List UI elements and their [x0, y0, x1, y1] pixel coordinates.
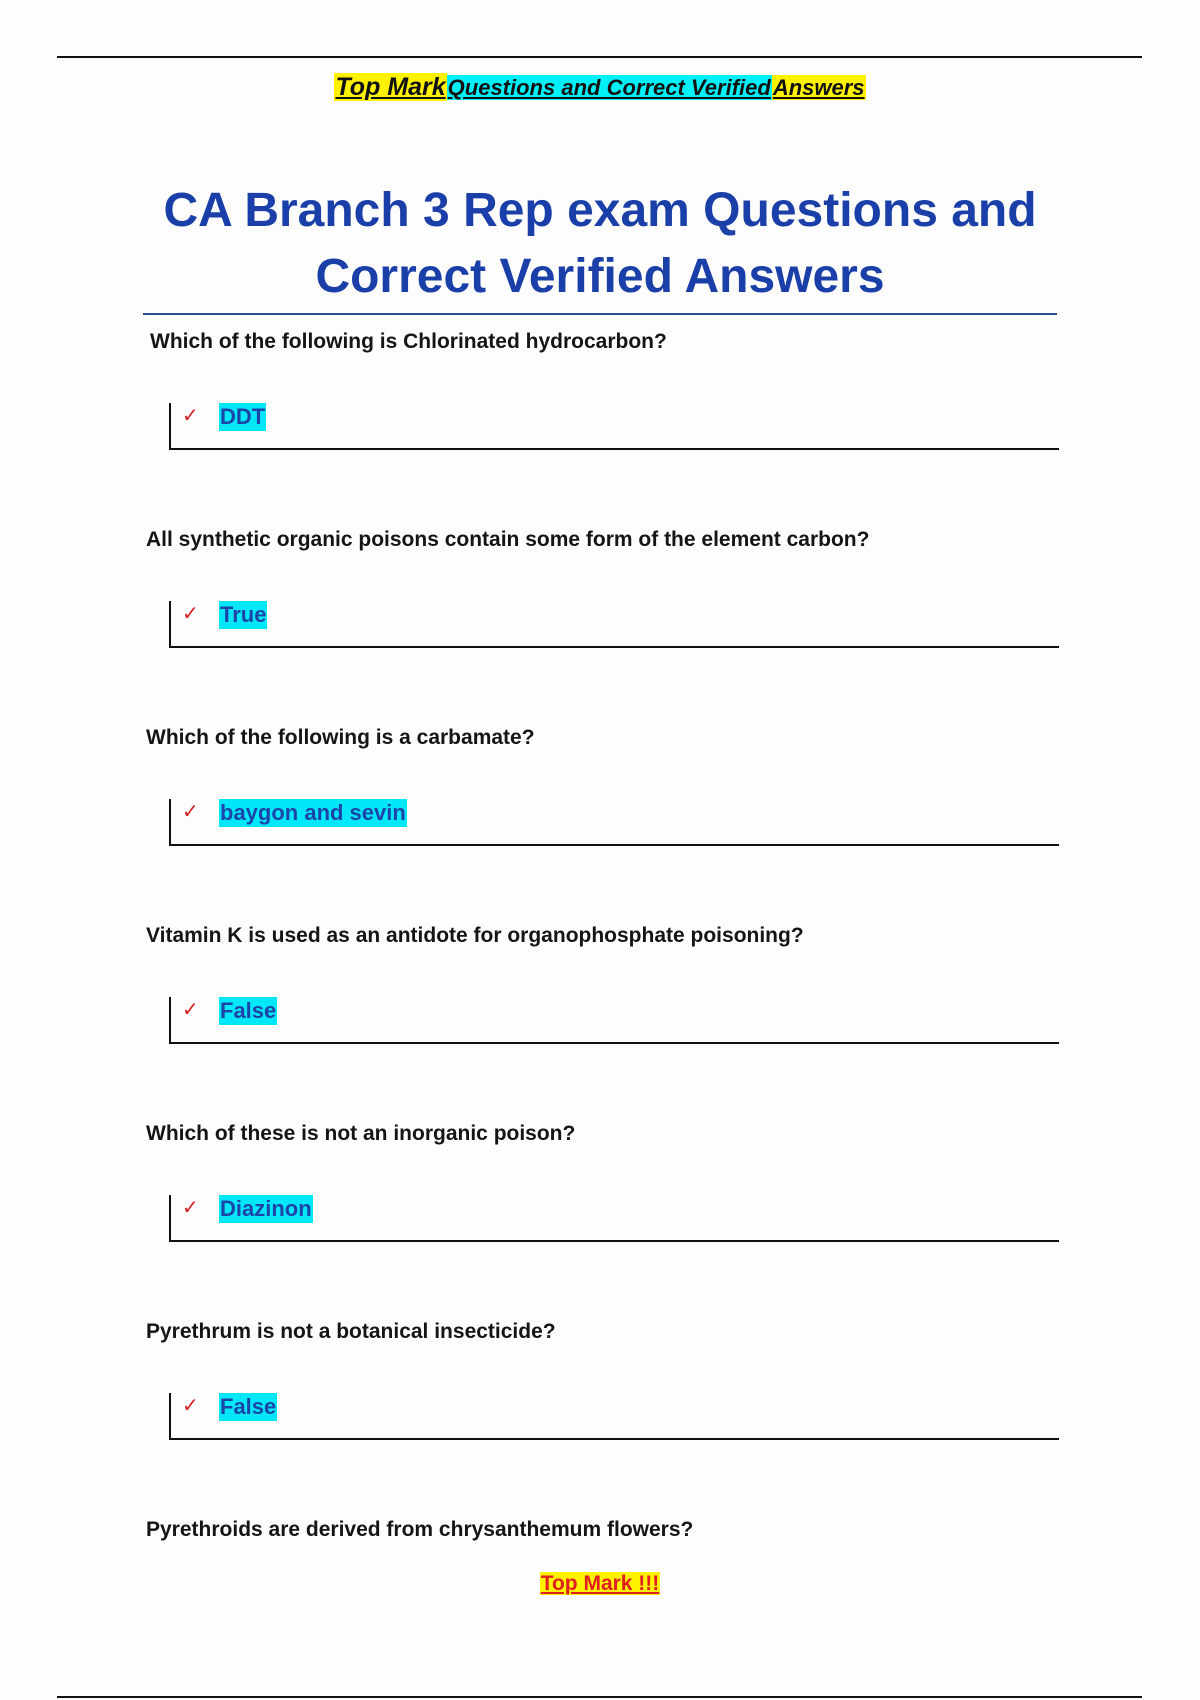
answer-text: DDT	[220, 404, 266, 429]
answer-text: Diazinon	[220, 1196, 312, 1221]
top-divider	[57, 56, 1142, 58]
answer-box	[169, 601, 1059, 648]
footer-top-mark	[0, 1570, 1200, 1598]
check-mark-icon: ✓	[182, 1395, 199, 1417]
check-mark-icon: ✓	[182, 1197, 199, 1219]
header-top-mark: Top Mark	[335, 73, 446, 101]
check-mark-icon: ✓	[182, 603, 199, 625]
question-text: Pyrethrum is not a botanical insecticide?	[146, 1320, 556, 1343]
qa-item	[0, 724, 1200, 922]
qa-item	[0, 526, 1200, 724]
qa-item	[0, 922, 1200, 1120]
header-questions-text: Questions and Correct Verified	[447, 75, 771, 100]
question-text: Which of the following is a carbamate?	[146, 726, 535, 749]
answer-text: False	[220, 998, 277, 1023]
check-mark-icon: ✓	[182, 999, 199, 1021]
check-mark-icon: ✓	[182, 801, 199, 823]
check-mark-icon: ✓	[182, 405, 199, 427]
bottom-divider	[57, 1696, 1142, 1698]
question-text: Which of these is not an inorganic poison?	[146, 1122, 576, 1145]
question-text: Pyrethroids are derived from chrysanthemum flowers?	[146, 1518, 694, 1541]
answer-box	[169, 799, 1059, 846]
footer-top-mark-text: Top Mark !!!	[540, 1572, 660, 1595]
qa-item	[0, 1318, 1200, 1516]
answer-text: False	[220, 1394, 277, 1419]
header-answers-text: Answers	[772, 75, 865, 100]
answer-box	[169, 1195, 1059, 1242]
document-title	[100, 178, 1100, 310]
answer-box	[169, 1393, 1059, 1440]
qa-item	[0, 1120, 1200, 1318]
question-text: Which of the following is Chlorinated hydrocarbon?	[150, 330, 667, 353]
qa-item	[0, 328, 1200, 526]
qa-item	[0, 1516, 1200, 1556]
answer-box	[169, 403, 1059, 450]
answer-box	[169, 997, 1059, 1044]
answer-text: baygon and sevin	[220, 800, 406, 825]
answer-text: True	[220, 602, 267, 627]
page-header	[0, 72, 1200, 103]
question-text: Vitamin K is used as an antidote for organophosphate poisoning?	[146, 924, 804, 947]
title-underline	[143, 313, 1057, 315]
title-line-1: CA Branch 3 Rep exam Questions and	[163, 184, 1037, 237]
title-line-2: Correct Verified Answers	[315, 250, 885, 303]
question-text: All synthetic organic poisons contain some form of the element carbon?	[146, 528, 870, 551]
